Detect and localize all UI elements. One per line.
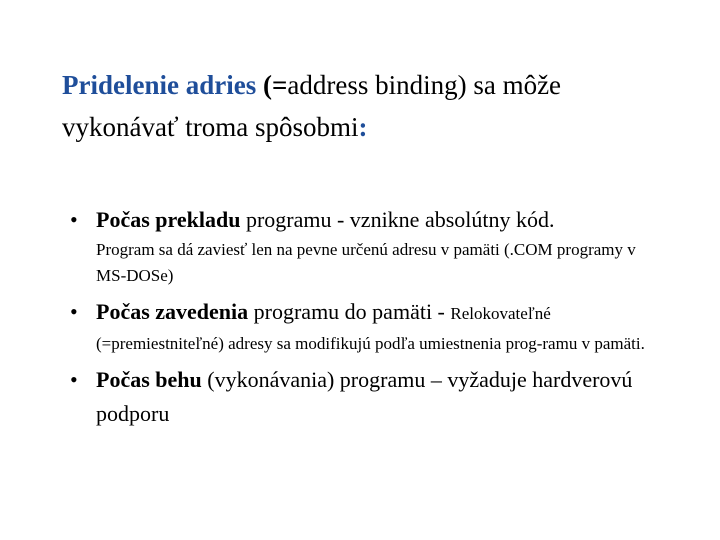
bullet-icon: • (70, 207, 78, 232)
bullet-main-text (96, 363, 670, 431)
bullet-list (70, 203, 670, 431)
title-highlight: Pridelenie adries (62, 70, 257, 100)
bullet-bold-term: Počas behu (96, 367, 202, 392)
slide-title (62, 64, 682, 148)
bullet-item-run-time (70, 363, 670, 431)
title-text: address binding) sa môže vykonávať troma spôsobmi (62, 70, 562, 142)
bullet-item-compile-time (70, 203, 670, 289)
bullet-text: programu - vznikne absolútny kód. (240, 207, 555, 232)
bullet-icon: • (70, 299, 78, 324)
bullet-detail: Program sa dá zaviesť len na pevne určenú adresu v pamäti (.COM programy v MS-DOSe) (96, 240, 636, 285)
title-colon: : (358, 112, 368, 142)
bullet-bold-term: Počas zavedenia (96, 299, 249, 324)
bullet-text: programu do pamäti - (248, 299, 451, 324)
bullet-bold-term: Počas prekladu (96, 207, 241, 232)
bullet-item-load-time (70, 295, 670, 357)
bullet-detail: (=premiestniteľné) adresy sa modifikujú podľa umiestnenia prog-ramu v pamäti. (96, 334, 645, 353)
bullet-inline-small: Relokovateľné (450, 304, 551, 323)
title-bold-paren: (= (256, 70, 288, 100)
bullet-text: (vykonávania) programu – vyžaduje hardverovú podporu (96, 367, 633, 426)
bullet-main-text (96, 295, 670, 331)
bullet-main-text (96, 203, 670, 237)
bullet-icon: • (70, 367, 78, 392)
